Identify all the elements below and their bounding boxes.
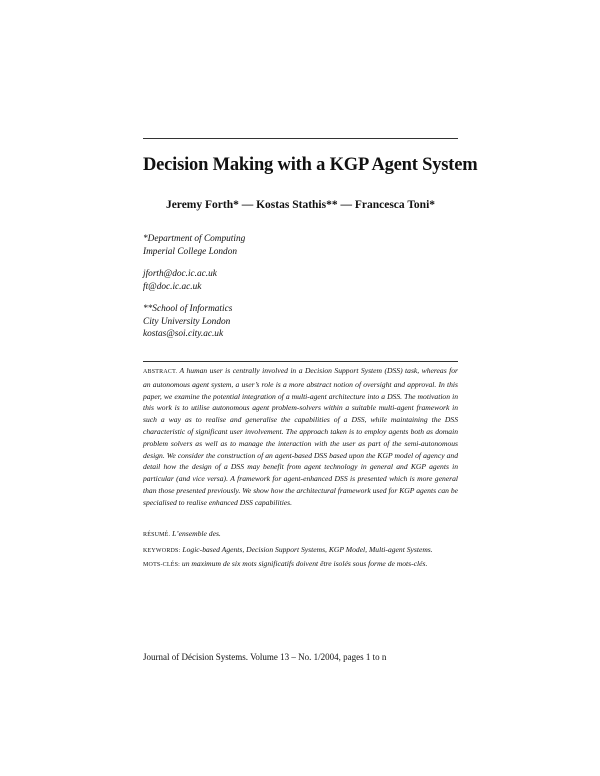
affiliation-imperial (143, 233, 245, 258)
abstract-rule (143, 361, 458, 362)
affiliation-university: City University London (143, 316, 231, 327)
resume-text: L’ensemble des. (172, 529, 221, 538)
resume-label: RÉSUMÉ. (143, 532, 171, 538)
email-toni: ft@doc.ic.ac.uk (143, 281, 202, 292)
email-block-imperial (143, 268, 217, 293)
author-list: Jeremy Forth* — Kostas Stathis** — Francesca Toni* (165, 199, 436, 211)
affiliation-institution: Imperial College London (143, 246, 237, 257)
abstract-block (143, 365, 458, 509)
top-rule (143, 138, 458, 139)
paper-title: Decision Making with a KGP Agent System (143, 155, 478, 175)
email-forth: jforth@doc.ic.ac.uk (143, 269, 217, 279)
affiliation-city (143, 303, 232, 341)
abstract-text: A human user is centrally involved in a Decision Support System (DSS) task, whereas for an autonomous agent system, a user’s role is a more abstract notion of oversight and approval. In this paper, we examine the potential integration of a multi-agent architecture into a DSS. The motivation in this work is to utilise autonomous agent problem-solvers within a suitable multi-agent framework in such a way as to realise and generalise the capabilities of a DSS, while maintaining the DSS characteristic of significant user involvement. The approach taken is to employ agents both as domain problem solvers as well as to manage the interaction with the user as part of the semi-autonomous design. We consider the construction of an agent-based DSS based upon the KGP model of agency and detail how the design of a DSS may benefit from agent technology in general and KGP agents in particular (and vice versa). A framework for agent-enhanced DSS is presented which is more general than those presented previously. We show how the architectural framework used for KGP agents can be specialised to realise enhanced DSS capabilities. (143, 366, 458, 507)
resume-line (143, 528, 458, 541)
email-stathis: kostas@soi.city.ac.uk (143, 329, 224, 339)
motscles-text: un maximum de six mots significatifs doivent être isolés sous forme de mots-clés. (181, 559, 428, 568)
keywords-line (143, 544, 458, 557)
journal-footer: Journal of Décision Systems. Volume 13 – No. 1/2004, pages 1 to n (143, 652, 387, 662)
keywords-label: KEYWORDS: (143, 548, 181, 554)
keywords-text: Logic-based Agents, Decision Support Systems, KGP Model, Multi-agent Systems. (182, 545, 433, 554)
motscles-label: MOTS-CLÉS: (143, 562, 181, 568)
abstract-label: ABSTRACT. (143, 369, 178, 375)
affiliation-school: **School of Informatics (143, 304, 233, 314)
affiliation-department: *Department of Computing (143, 234, 246, 244)
motscles-line (143, 558, 458, 571)
